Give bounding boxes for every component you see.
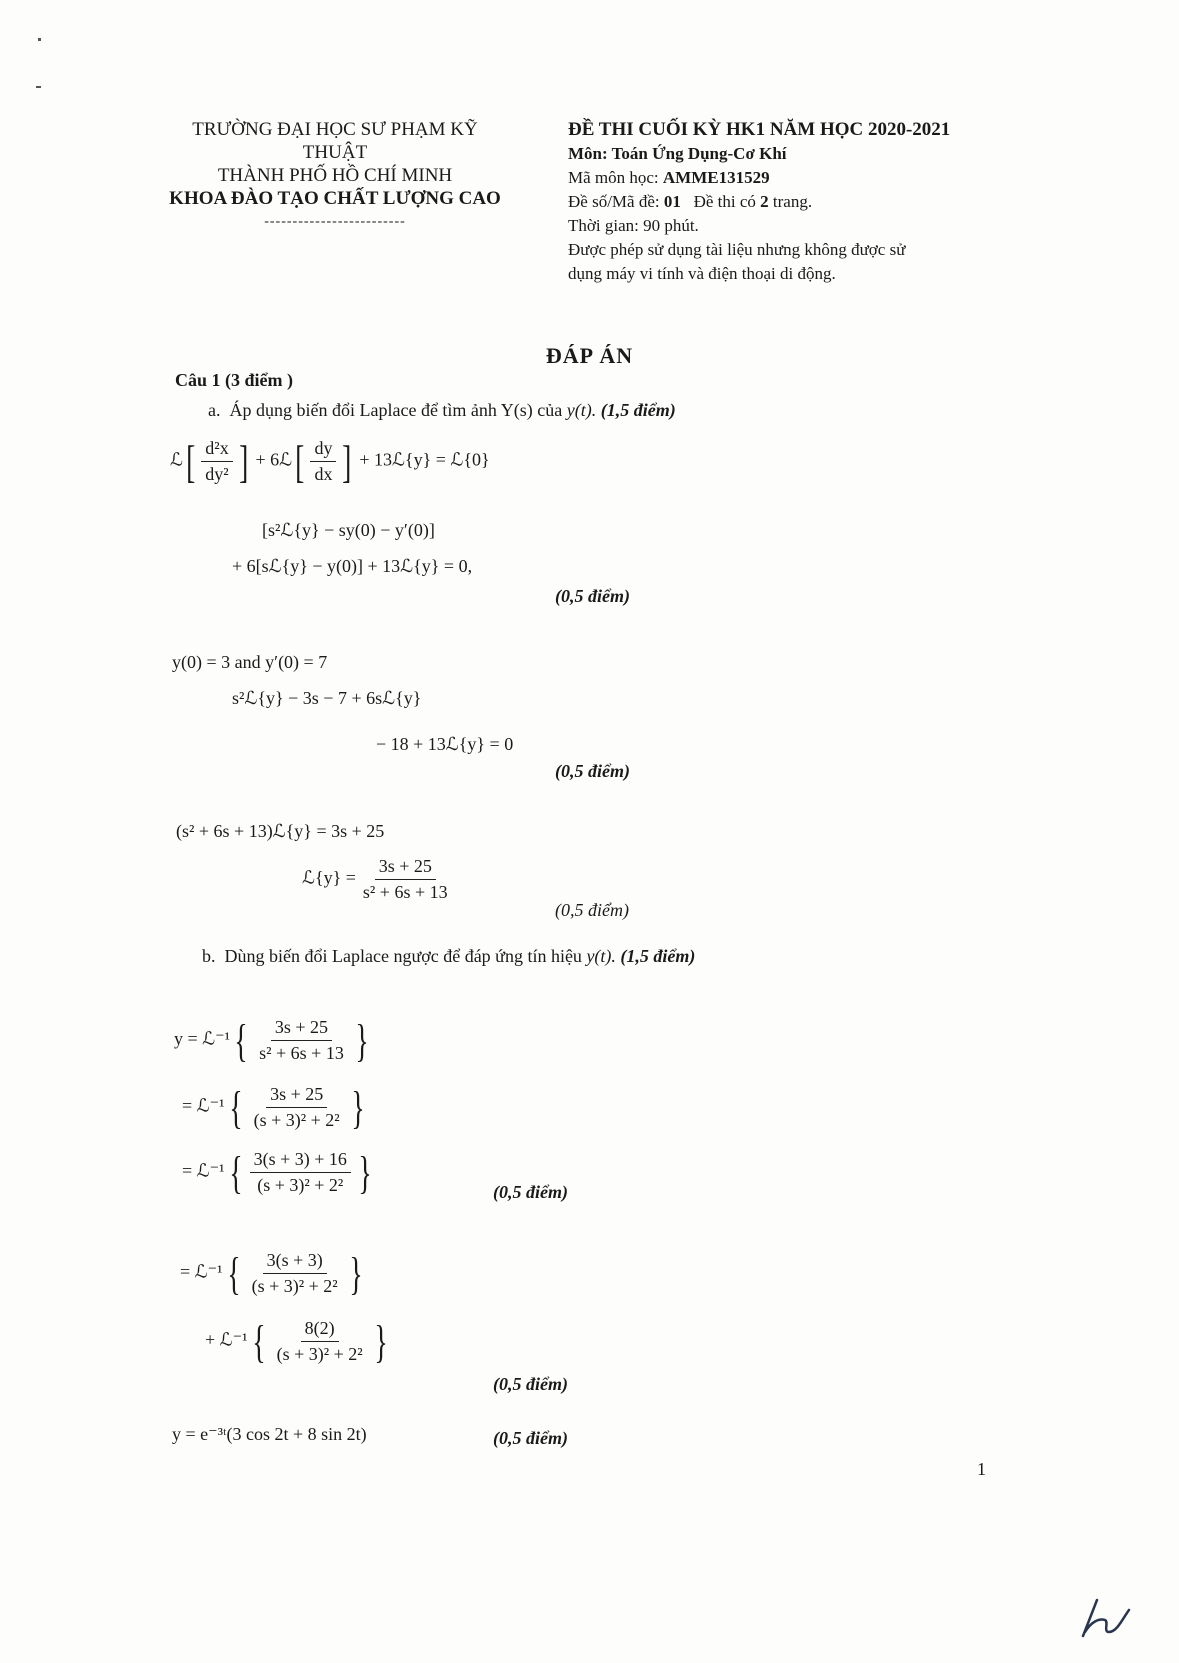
exam-title: ĐỀ THI CUỐI KỲ HK1 NĂM HỌC 2020-2021 (568, 119, 951, 140)
equation-4: (s² + 6s + 13)ℒ{y} = 3s + 25 (176, 821, 385, 841)
equation-2a: [s²ℒ{y} − sy(0) − y′(0)] (262, 520, 435, 540)
equation-2b: + 6[sℒ{y} − y(0)] + 13ℒ{y} = 0, (232, 556, 473, 576)
exam-time: Thời gian: 90 phút. (568, 216, 699, 235)
question-heading: Câu 1 (3 điểm ) (175, 370, 293, 390)
subject-line: Môn: Toán Ứng Dụng-Cơ Khí (568, 144, 787, 163)
school-city: THÀNH PHỐ HỒ CHÍ MINH (217, 165, 453, 186)
answer-title: ĐÁP ÁN (545, 343, 634, 368)
points-final: (0,5 điểm) (493, 1428, 568, 1448)
final-solution: y = e⁻³ᵗ(3 cos 2t + 8 sin 2t) (172, 1424, 367, 1444)
inverse-step-5: + ℒ⁻¹ { $\frac{8(2)}{\text{(s + 3)² + 2²}}$ } (205, 1315, 388, 1367)
points-eq3: (0,5 điểm) (555, 761, 630, 781)
course-code-line: Mã môn học: AMME131529 (568, 168, 770, 187)
exam-number-line: Đề số/Mã đề: 01 Đề thi có 2 trang. (568, 192, 813, 211)
part-b: b. Dùng biến đổi Laplace ngược để đáp ứng tín hiệu y(t). (1,5 điểm) (202, 946, 696, 966)
signature-mark (1075, 1592, 1135, 1642)
page-number: 1 (977, 1459, 986, 1479)
school-name-line1: TRƯỜNG ĐẠI HỌC SƯ PHẠM KỸ (192, 119, 478, 140)
scan-dot (38, 38, 41, 41)
header-divider: ------------------------- (264, 214, 406, 229)
points-inverse-3: (0,5 điểm) (493, 1182, 568, 1202)
school-header (135, 118, 535, 233)
initial-conditions: y(0) = 3 and y′(0) = 7 (172, 652, 328, 672)
inverse-step-4: = ℒ⁻¹ { $\frac{3(s + 3)}{\text{(s + 3)² + 2²}}$ } (180, 1247, 363, 1299)
exam-note-2: dụng máy vi tính và điện thoại di động. (568, 264, 836, 283)
part-a: a. Áp dụng biến đổi Laplace để tìm ảnh Y(s) của y(t). (1,5 điểm) (208, 400, 676, 420)
exam-note-1: Được phép sử dụng tài liệu nhưng không được sử (568, 240, 906, 259)
equation-3a: s²ℒ{y} − 3s − 7 + 6sℒ{y} (232, 688, 422, 708)
equation-3b: − 18 + 13ℒ{y} = 0 (376, 734, 514, 754)
equation-5: ℒ{y} = $\frac{3s + 25}{\text{s² + 6s + 13}}$ (302, 856, 448, 902)
points-inverse-5: (0,5 điểm) (493, 1374, 568, 1394)
points-eq5: (0,5 điểm) (555, 900, 629, 920)
inverse-step-3: = ℒ⁻¹ { $\frac{3(s + 3) + 16}{\text{(s + 3)² + 2²}}$ } (182, 1146, 372, 1198)
exam-info (568, 118, 1038, 286)
scan-dot (36, 86, 41, 88)
inverse-step-1: y = ℒ⁻¹ { $\frac{3s + 25}{\text{s² + 6s + 13}}$ } (174, 1014, 369, 1066)
faculty-name: KHOA ĐÀO TẠO CHẤT LƯỢNG CAO (169, 188, 501, 209)
inverse-step-2: = ℒ⁻¹ { $\frac{3s + 25}{\text{(s + 3)² + 2²}}$ } (182, 1081, 365, 1133)
equation-laplace-transform: ℒ [ $\frac{\text{d²x}}{\text{dy²}}$ ] + 6ℒ [ $\frac{dy}{dx}$ ] + 13ℒ{y} = ℒ{0} (170, 435, 490, 487)
points-eq2: (0,5 điểm) (555, 586, 630, 606)
school-name-line2: THUẬT (302, 142, 368, 163)
